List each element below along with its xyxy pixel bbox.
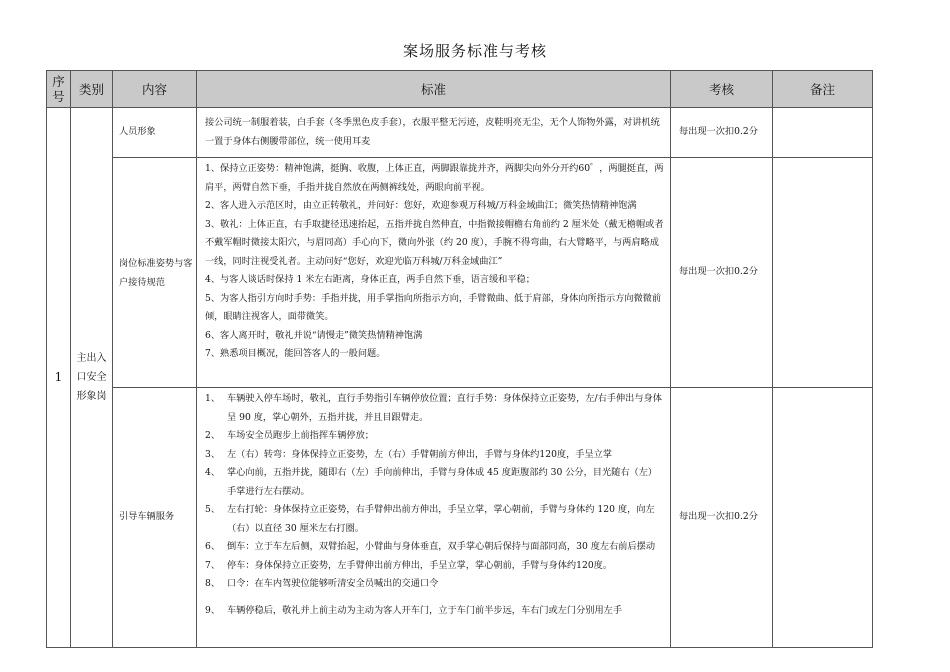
- table-header-row: [47, 71, 873, 108]
- header-remarks: 备注: [773, 71, 873, 108]
- standard-item: 9、 车辆停稳后，敬礼并上前主动为主动为客人开车门，立于车门前半步远，车右门或左门分别用左手: [205, 604, 623, 616]
- standard-item: 5、 左右打轮：身体保持立正姿势，右手臂伸出前方伸出，手呈立掌，掌心朝前，手臂与身体约 120 度，向左（右）以直径 30 厘米左右打圈。: [205, 504, 655, 534]
- standard-line: 2、客人进入示范区时，由立正转敬礼，并问好：您好，欢迎参观万科城/万科金域曲江；微笑热情精神饱满: [205, 200, 637, 211]
- header-content: 内容: [113, 71, 197, 108]
- standard-line: 7、熟悉项目概况，能回答客人的一般问题。: [205, 348, 386, 359]
- standard-line: 4、与客人谈话时保持 1 米左右距离，身体正直，两手自然下垂，语言缓和平稳；: [205, 274, 535, 285]
- remarks-cell: [773, 108, 873, 158]
- standard-item: 6、 倒车：立于车左后侧，双臂抬起，小臂曲与身体垂直，双手掌心朝后保持与面部同高，30 度左右前后摆动: [205, 541, 656, 552]
- remarks-cell: [773, 158, 873, 388]
- header-assessment: 考核: [671, 71, 773, 108]
- header-standard: 标准: [197, 71, 671, 108]
- standard-line: 3、敬礼：上体正直，右手取捷径迅速抬起，五指并拢自然伸直，中指微接帽檐右角前约 2 厘米处（戴无檐帽或者不戴军帽时微接太阳穴，与眉同高）手心向下，微向外张（约 20 度），手腕不得弯曲，右大臂略平，与两肩略成一线，同时注视受礼者。主动问好“您好，欢迎光临万科城/万科金域曲江”: [205, 218, 664, 267]
- content-cell: 人员形象: [113, 108, 197, 158]
- assessment-cell: 每出现一次扣0.2分: [671, 108, 773, 158]
- assessment-cell: 每出现一次扣0.2分: [671, 158, 773, 388]
- standard-cell: [197, 158, 671, 388]
- standard-cell: [197, 388, 671, 648]
- standard-item: 4、 掌心向前，五指并拢，随即右（左）手向前伸出，手臂与身体成 45 度距腹部约 30 公分，目光随右（左）手掌进行左右摆动。: [205, 467, 658, 497]
- category-cell: 主出入口安全形象岗: [71, 108, 113, 648]
- standard-item: 7、 停车：身体保持立正姿势，左手臂伸出前方伸出，手呈立掌，掌心朝前，手臂与身体约120度。: [205, 559, 613, 571]
- standard-item: 8、 口令：在车内驾驶位能够听清安全员喊出的交通口令: [205, 578, 439, 589]
- standard-line: 1、保持立正姿势：精神饱满，挺胸、收腹，上体正直，两脚跟靠拢并齐，两脚尖向外分开约60゜，两腿挺直，两肩平，两臂自然下垂，手指并拢自然放在两侧裤线处，两眼向前平视。: [205, 163, 664, 193]
- standard-item: 2、 车场安全员跑步上前指挥车辆停放；: [205, 430, 374, 441]
- standard-item: 1、 车辆驶入停车场时，敬礼，直行手势指引车辆停放位置；直行手势：身体保持立正姿势，左/右手伸出与身体呈 90 度，掌心朝外，五指并拢，并且目跟臂走。: [205, 393, 662, 423]
- remarks-cell: [773, 388, 873, 648]
- standard-item: 3、 左（右）转弯：身体保持立正姿势，左（右）手臂朝前方伸出，手臂与身体约120度，手呈立掌: [205, 448, 613, 460]
- content-cell: 引导车辆服务: [113, 388, 197, 648]
- header-category: 类别: [71, 71, 113, 108]
- assessment-cell: 每出现一次扣0.2分: [671, 388, 773, 648]
- standard-cell: [197, 108, 671, 158]
- header-seq: 序号: [47, 71, 71, 108]
- table-row: [47, 388, 873, 648]
- standards-table: [46, 70, 873, 648]
- standard-line: 5、为客人指引方向时手势：手指并拢，用手掌指向所指示方向，手臂微曲、低于肩部，身体向所指示方向微微前倾，眼睛注视客人，面带微笑。: [205, 292, 662, 322]
- standard-line: 接公司统一制服着装，白手套（冬季黑色皮手套），衣服平整无污迹，皮鞋明亮无尘，无个人饰物外露，对讲机统一置于身体右侧腰带部位，统一使用耳麦: [205, 117, 660, 147]
- table-row: [47, 108, 873, 158]
- seq-cell: 1: [47, 108, 71, 648]
- content-cell: 岗位标准姿势与客户接待规范: [113, 158, 197, 388]
- page-title: 案场服务标准与考核: [402, 42, 547, 60]
- table-row: [47, 158, 873, 388]
- standard-line: 6、客人离开时，敬礼并说“请慢走”微笑热情精神饱满: [205, 329, 423, 341]
